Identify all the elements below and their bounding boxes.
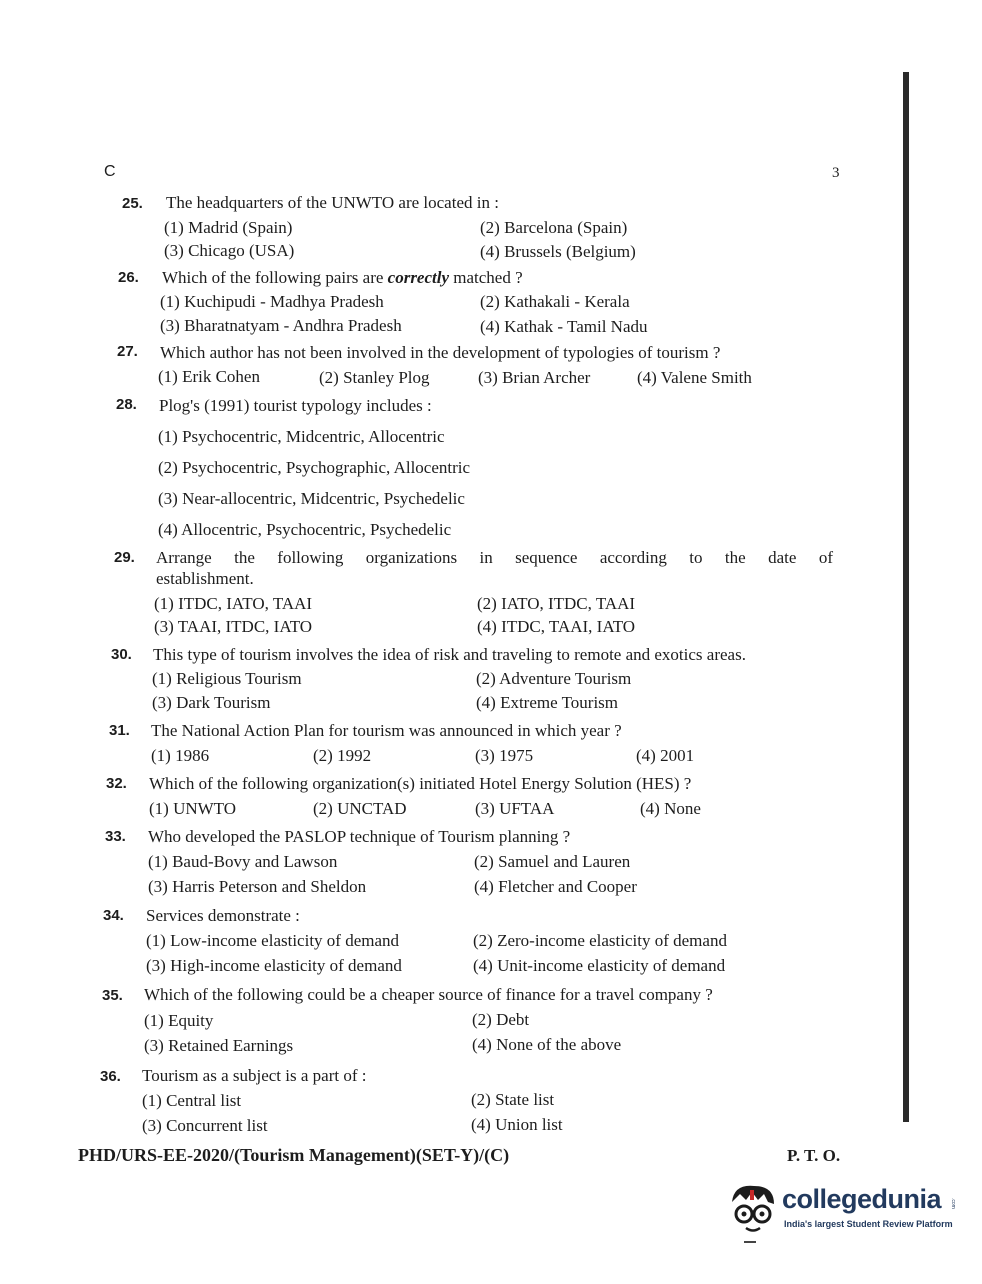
option-3: (3) Chicago (USA) [164, 241, 295, 260]
option-2: (2) Samuel and Lauren [474, 852, 631, 871]
question-text-line-2: establishment. [156, 569, 254, 588]
question-number: 28. [116, 396, 137, 413]
option-4: (4) Kathak - Tamil Nadu [480, 317, 648, 336]
option-2: (2) IATO, ITDC, TAAI [477, 594, 636, 613]
watermark-tagline: India's largest Student Review Platform [784, 1219, 953, 1229]
set-code: C [104, 163, 116, 180]
option-3: (3) Harris Peterson and Sheldon [148, 877, 367, 896]
option-1: (1) UNWTO [149, 799, 237, 818]
option-2: (2) 1992 [313, 746, 372, 765]
question-text: Plog's (1991) tourist typology includes : [159, 396, 432, 415]
option-1: (1) Low-income elasticity of demand [146, 931, 400, 950]
question-emphasis: correctly [387, 268, 450, 287]
option-4: (4) Extreme Tourism [476, 693, 619, 712]
option-4: (4) Valene Smith [637, 368, 752, 387]
option-2: (2) State list [471, 1090, 555, 1109]
option-2: (2) Kathakali - Kerala [480, 292, 630, 311]
option-2: (2) UNCTAD [313, 799, 407, 818]
option-1: (1) Central list [142, 1091, 242, 1110]
option-4: (4) None of the above [472, 1035, 622, 1054]
option-4: (4) Allocentric, Psychocentric, Psychedelic [158, 520, 452, 539]
question-number: 25. [122, 195, 143, 212]
option-3: (3) Near-allocentric, Midcentric, Psychedelic [158, 489, 465, 508]
question-text: Which of the following could be a cheaper source of finance for a travel company ? [144, 985, 713, 1004]
exam-code: PHD/URS-EE-2020/(Tourism Management)(SET-Y)/(C) [78, 1145, 510, 1165]
question-number: 31. [109, 722, 130, 739]
option-4: (4) 2001 [636, 746, 695, 765]
option-2: (2) Adventure Tourism [476, 669, 632, 688]
option-4: (4) Brussels (Belgium) [480, 242, 636, 261]
collegedunia-watermark [724, 1180, 954, 1250]
option-1: (1) Kuchipudi - Madhya Pradesh [160, 292, 384, 311]
question-text: Who developed the PASLOP technique of Tourism planning ? [148, 827, 571, 846]
question-text-part: Which of the following pairs are [162, 268, 388, 287]
option-1: (1) Psychocentric, Midcentric, Allocentric [158, 427, 445, 446]
option-2: (2) Psychocentric, Psychographic, Allocentric [158, 458, 471, 477]
option-4: (4) Union list [471, 1115, 563, 1134]
question-text: Which author has not been involved in the development of typologies of tourism ? [160, 343, 721, 362]
option-4: (4) None [640, 799, 701, 818]
question-text: Which of the following organization(s) initiated Hotel Energy Solution (HES) ? [149, 774, 692, 793]
option-3: (3) 1975 [475, 746, 534, 765]
option-2: (2) Zero-income elasticity of demand [473, 931, 727, 950]
option-2: (2) Barcelona (Spain) [480, 218, 628, 237]
option-2: (2) Debt [472, 1010, 530, 1029]
option-3: (3) UFTAA [475, 799, 555, 818]
question-number: 35. [102, 987, 123, 1004]
option-4: (4) ITDC, TAAI, IATO [477, 617, 636, 636]
option-1: (1) ITDC, IATO, TAAI [154, 594, 313, 613]
option-3: (3) Brian Archer [478, 368, 591, 387]
option-1: (1) Erik Cohen [158, 367, 260, 386]
option-1: (1) 1986 [151, 746, 210, 765]
question-number: 27. [117, 343, 138, 360]
question-text [162, 268, 523, 288]
option-3: (3) Concurrent list [142, 1116, 268, 1135]
question-number: 33. [105, 828, 126, 845]
question-number: 36. [100, 1068, 121, 1085]
question-text: This type of tourism involves the idea of risk and traveling to remote and exotics areas. [153, 645, 746, 664]
question-number: 30. [111, 646, 132, 663]
option-1: (1) Madrid (Spain) [164, 218, 293, 237]
question-text: Tourism as a subject is a part of : [142, 1066, 367, 1085]
option-2: (2) Stanley Plog [319, 368, 430, 387]
question-number: 34. [103, 907, 124, 924]
option-3: (3) Dark Tourism [152, 693, 271, 712]
option-1: (1) Religious Tourism [152, 669, 302, 688]
option-3: (3) TAAI, ITDC, IATO [154, 617, 313, 636]
question-text: Services demonstrate : [146, 906, 300, 925]
question-number: 29. [114, 549, 135, 566]
option-3: (3) High-income elasticity of demand [146, 956, 402, 975]
page-number: 3 [832, 165, 840, 181]
option-3: (3) Bharatnatyam - Andhra Pradesh [160, 316, 402, 335]
option-4: (4) Unit-income elasticity of demand [473, 956, 726, 975]
question-number: 26. [118, 269, 139, 286]
option-3: (3) Retained Earnings [144, 1036, 294, 1055]
scan-edge-line [903, 72, 909, 1122]
option-1: (1) Equity [144, 1011, 214, 1030]
option-4: (4) Fletcher and Cooper [474, 877, 637, 896]
question-number: 32. [106, 775, 127, 792]
question-text-line-1: Arrange the following organizations in sequence according to the date of [156, 548, 833, 567]
question-text-part: matched ? [449, 268, 523, 287]
watermark-name: collegedunia [782, 1184, 942, 1214]
please-turn-over: P. T. O. [787, 1146, 841, 1165]
question-text: The headquarters of the UNWTO are located in : [166, 193, 499, 212]
option-1: (1) Baud-Bovy and Lawson [148, 852, 338, 871]
mascot-icon [724, 1180, 780, 1248]
watermark-suffix: .com [950, 1198, 956, 1209]
question-text: The National Action Plan for tourism was announced in which year ? [151, 721, 622, 740]
